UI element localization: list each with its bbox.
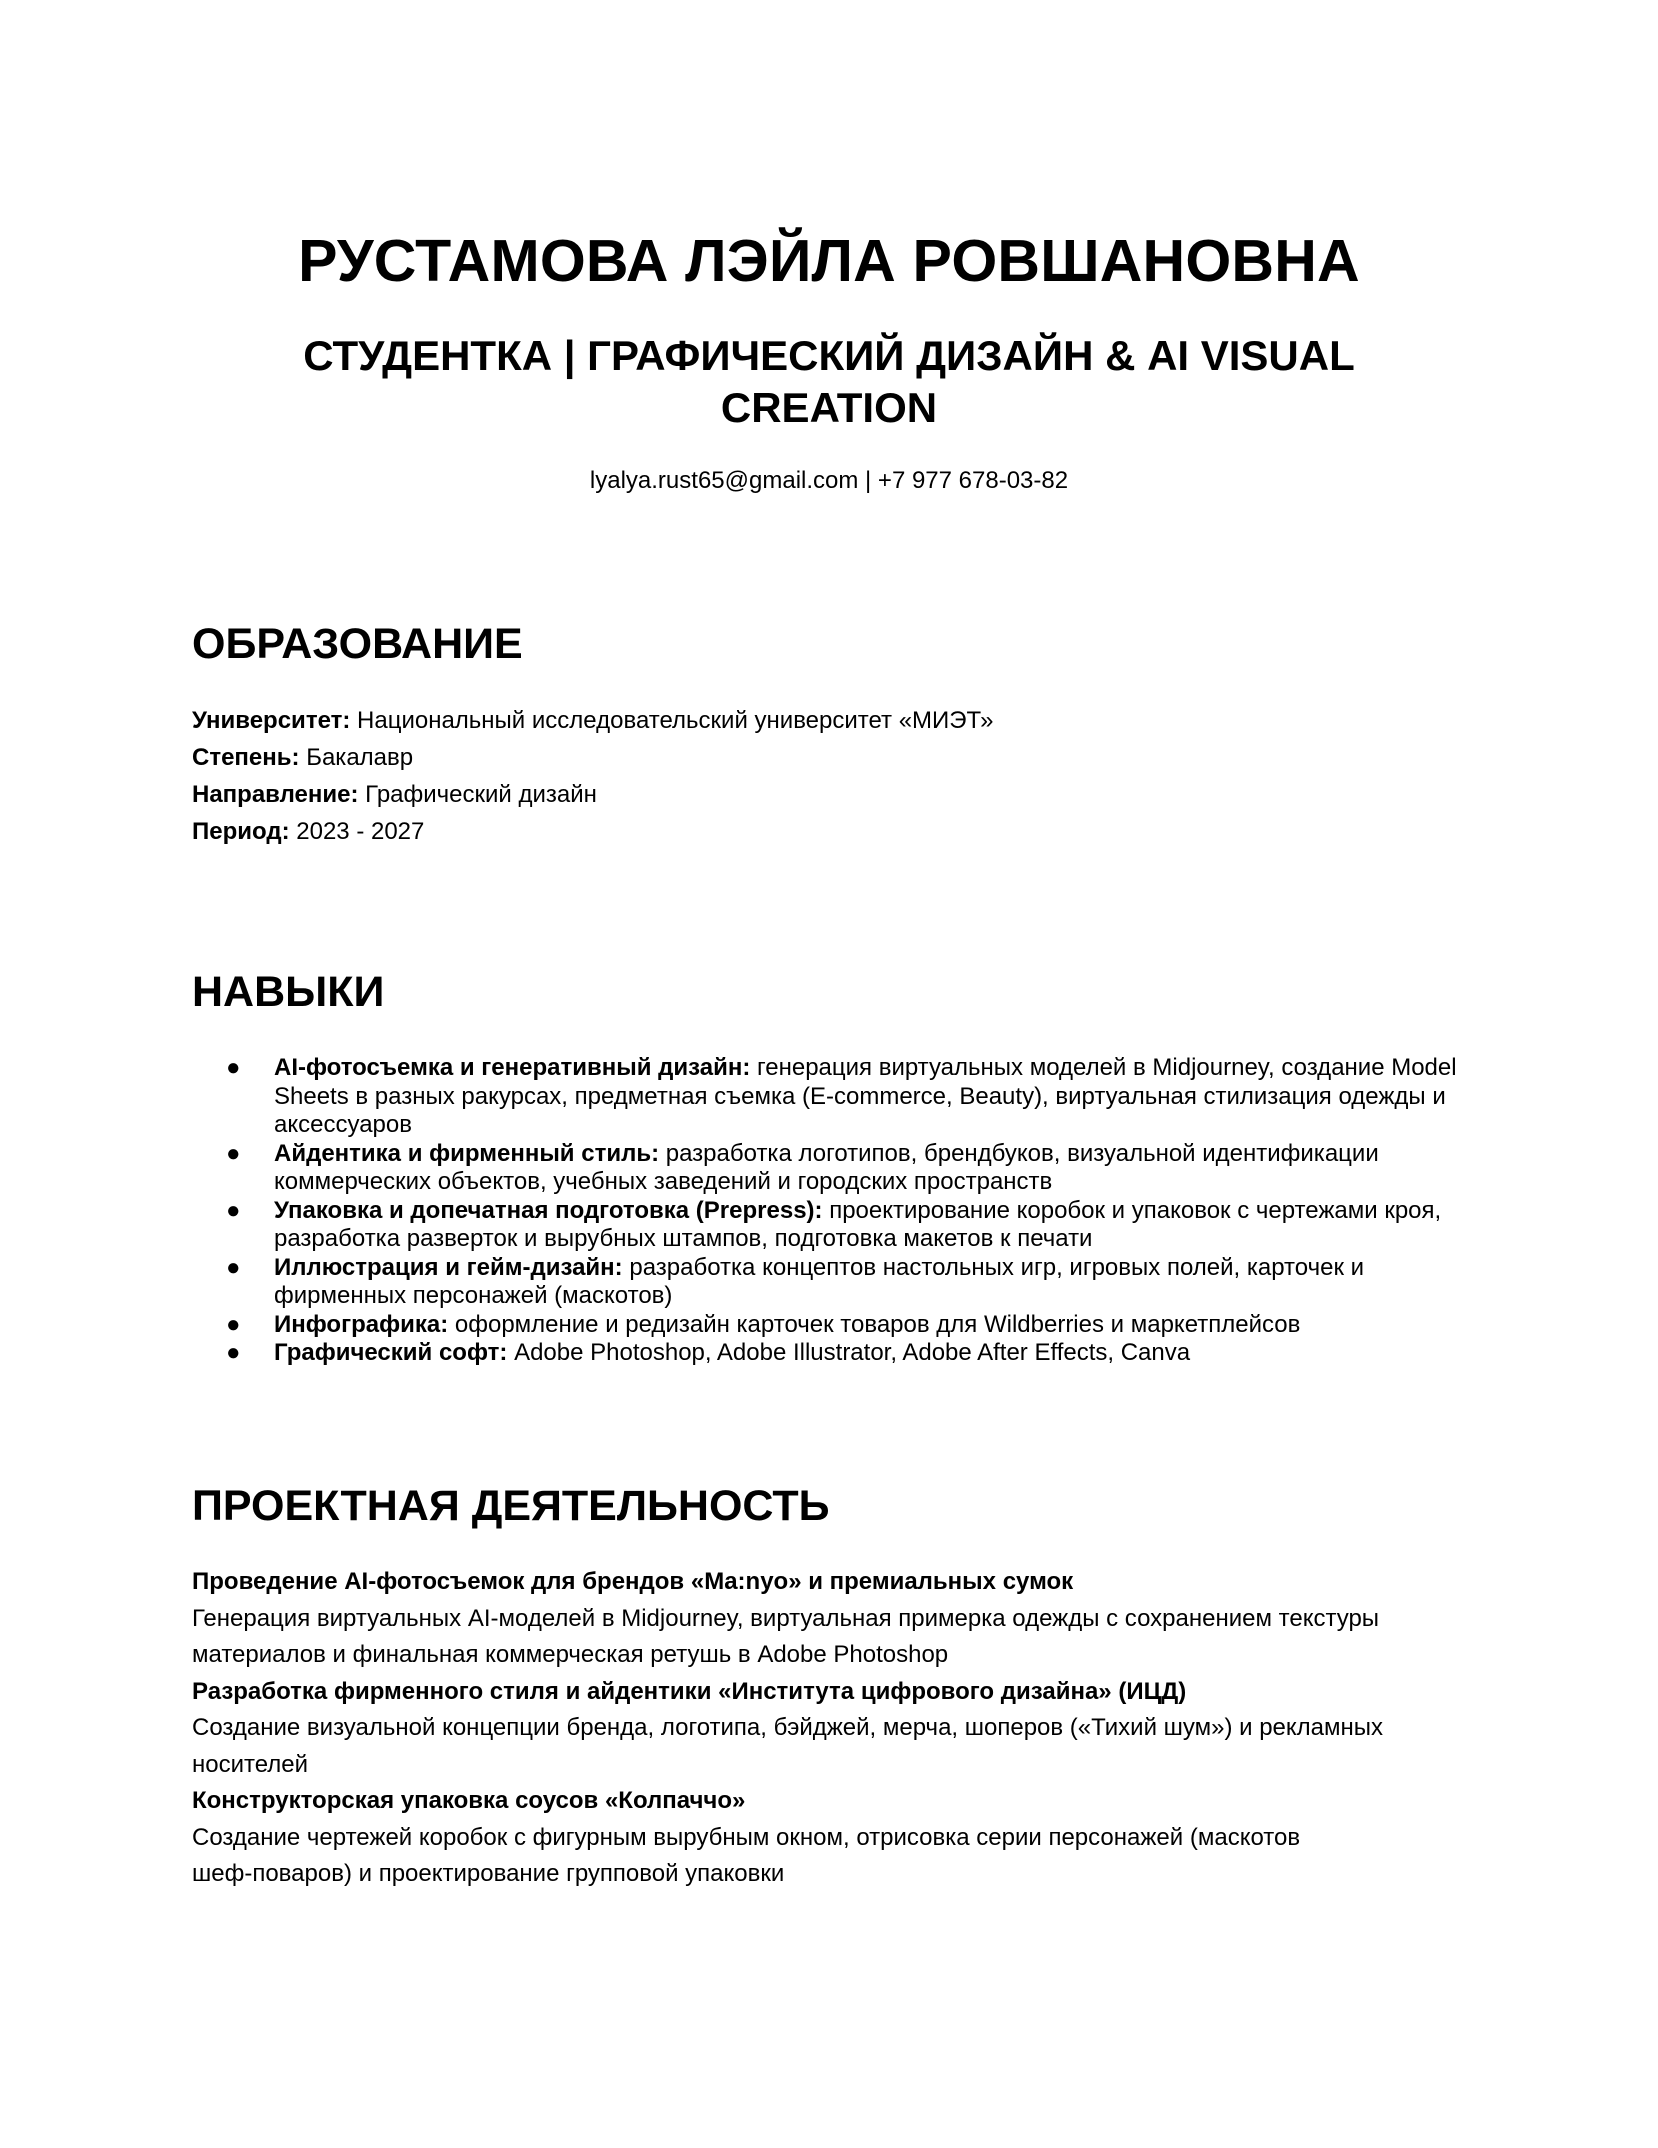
bullet-icon: ● [226,1196,241,1224]
skill-text: разработка логотипов, брендбуков, визуальной идентификации коммерческих объектов, учебных заведений и городских пространств [274,1139,1379,1195]
education-value: Графический дизайн [365,781,597,808]
bullet-icon: ● [226,1054,241,1081]
candidate-subtitle: СТУДЕНТКА | ГРАФИЧЕСКИЙ ДИЗАЙН & AI VISUAL CREATION [303,332,1355,431]
projects-section-title: ПРОЕКТНАЯ ДЕЯТЕЛЬНОСТЬ [192,1482,830,1530]
skill-label: Графический софт: [274,1339,508,1366]
list-item [192,1197,1492,1254]
list-item [192,1311,1492,1340]
list-item [192,1339,1492,1368]
skill-label: Упаковка и допечатная подготовка (Prepress): [274,1196,823,1224]
education-value: Бакалавр [306,744,414,771]
skill-text: генерация виртуальных моделей в Midjourney, создание Model Sheets в разных ракурсах, предметная съемка (E-commerce, Beauty), виртуальная стилизация одежды и аксессуаров [274,1054,1457,1138]
bullet-icon: ● [226,1253,241,1281]
education-label: Период: [192,818,290,845]
skills-list [192,1054,1492,1368]
education-label: Университет: [192,707,351,734]
education-label: Степень: [192,744,300,771]
project-description-line: носителей [192,1750,309,1778]
skill-label: Иллюстрация и гейм-дизайн: [274,1253,623,1281]
list-item [192,1054,1492,1140]
education-value: 2023 - 2027 [296,818,425,845]
education-degree [192,739,1492,776]
contact-info: lyalya.rust65@gmail.com | +7 977 678-03-82 [589,467,1069,494]
education-details [192,702,1492,850]
skill-text: проектирование коробок и упаковок с чертежами кроя, разработка разверток и вырубных штампов, подготовка макетов к печати [274,1196,1442,1252]
skill-text: оформление и редизайн карточек товаров для Wildberries и маркетплейсов [454,1310,1301,1338]
candidate-name: РУСТАМОВА ЛЭЙЛА РОВШАНОВНА [298,228,1360,294]
education-section-title: ОБРАЗОВАНИЕ [192,620,523,668]
skill-text: разработка концептов настольных игр, игровых полей, карточек и фирменных персонажей (маскотов) [274,1253,1365,1309]
projects-list [192,1564,1492,1893]
project-title: Разработка фирменного стиля и айдентики «Института цифрового дизайна» (ИЦД) [192,1677,1187,1705]
project-item [192,1783,1492,1893]
skill-label: AI-фотосъемка и генеративный дизайн: [274,1054,751,1081]
project-description-line: Создание визуальной концепции бренда, логотипа, бэйджей, мерча, шоперов («Тихий шум») и рекламных [192,1714,1384,1741]
bullet-icon: ● [226,1310,241,1338]
bullet-icon: ● [226,1139,241,1167]
list-item [192,1140,1492,1197]
project-title: Проведение AI-фотосъемок для брендов «Ma:nyo» и премиальных сумок [192,1568,1074,1595]
project-description-line: Создание чертежей коробок с фигурным вырубным окном, отрисовка серии персонажей (маскотов [192,1823,1301,1851]
education-value: Национальный исследовательский университет «МИЭТ» [357,707,994,734]
education-major [192,776,1492,813]
list-item [192,1254,1492,1311]
bullet-icon: ● [226,1339,241,1366]
skill-text: Adobe Photoshop, Adobe Illustrator, Adobe After Effects, Canva [514,1339,1191,1366]
skill-label: Инфографика: [274,1310,449,1338]
education-period [192,813,1492,850]
education-label: Направление: [192,781,359,808]
project-title: Конструкторская упаковка соусов «Колпаччо» [192,1787,746,1814]
project-item [192,1564,1492,1674]
skills-section-title: НАВЫКИ [192,968,385,1016]
skill-label: Айдентика и фирменный стиль: [274,1139,660,1167]
project-item [192,1674,1492,1784]
education-university [192,702,1492,739]
project-description-line: Генерация виртуальных AI-моделей в Midjourney, виртуальная примерка одежды с сохранением текстуры [192,1604,1380,1632]
project-description-line: материалов и финальная коммерческая ретушь в Adobe Photoshop [192,1641,949,1668]
project-description-line: шеф-поваров) и проектирование групповой упаковки [192,1860,785,1887]
